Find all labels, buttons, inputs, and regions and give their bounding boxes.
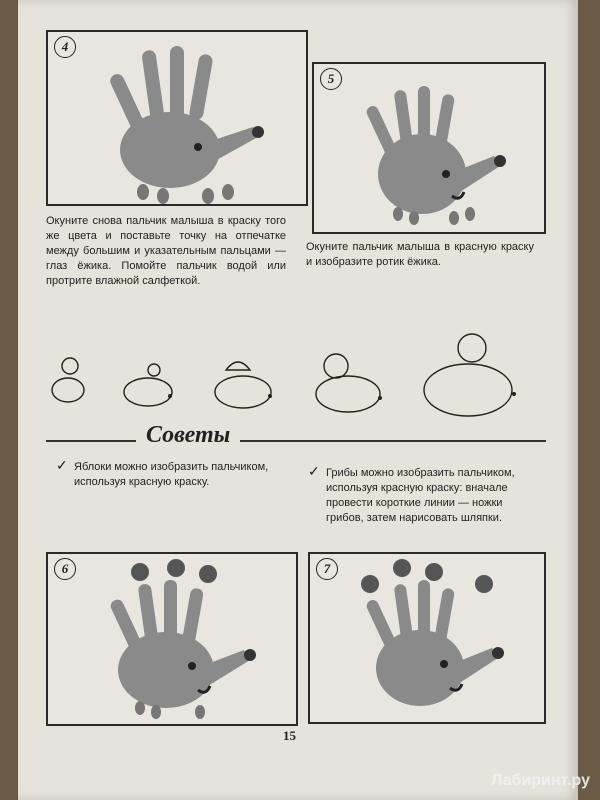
watermark-logo: Лабиринт.ру [491,772,590,789]
tip-apples: Яблоки можно изобразить пальчиком, используя красную краску. [74,461,269,488]
step-5-number: 5 [320,68,342,90]
step-4-number: 4 [54,36,76,58]
step-4-text: Окуните снова пальчик малыша в краску того же цвета и поставьте точку на отпечатке между большим и указательным пальцами — глаз ёжика. Помойте пальчик водой или протрите влажной салфеткой. [46,215,286,287]
step-6-frame [46,552,298,726]
step-7-number: 7 [316,558,338,580]
step-7-frame [308,552,546,724]
hand-print-illustration [310,554,544,722]
step-4-frame [46,30,308,206]
step-6-number: 6 [54,558,76,580]
book-page [18,0,578,800]
check-icon: ✓ [308,465,320,480]
hand-print-illustration [314,64,544,232]
tip-mushrooms: Грибы можно изобразить пальчиком, используя красную краску: вначале провести короткие линии — ножки грибов, затем нарисовать шляпки. [326,467,515,524]
step-5-frame [312,62,546,234]
page-number: 15 [283,728,296,743]
hand-print-illustration [48,554,296,724]
tips-divider [46,440,546,442]
hand-print-illustration [48,32,306,204]
hedgehog-sequence-illustration [48,330,548,420]
step-5-text: Окуните пальчик малыша в красную краску и изобразите ротик ёжика. [306,241,534,268]
check-icon: ✓ [56,459,68,474]
tips-heading: Советы [136,422,240,449]
